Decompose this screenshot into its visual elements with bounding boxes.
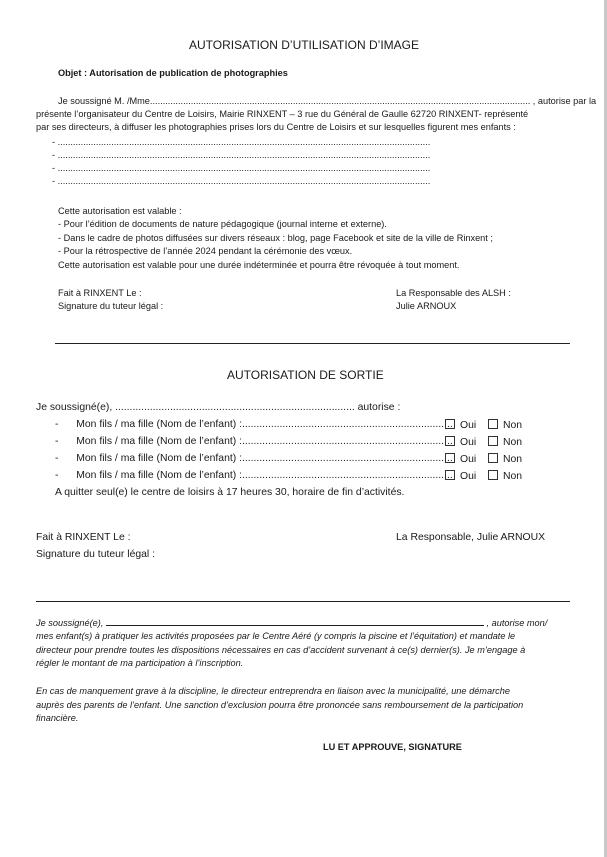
- non-label: Non: [503, 454, 523, 465]
- image-intro-line-1: Je soussigné M. /Mme..................................................................................................................................................... , autorise par la: [58, 96, 597, 106]
- sortie-section-title: AUTORISATION DE SORTIE: [227, 368, 384, 382]
- child-name-line: - ..................................................................................................................................................: [52, 163, 431, 173]
- non-label: Non: [503, 420, 523, 431]
- non-checkbox[interactable]: [488, 419, 498, 429]
- responsable-name: Julie ARNOUX: [396, 301, 457, 311]
- oui-label: Oui: [460, 471, 477, 482]
- section-divider: [36, 601, 570, 602]
- activity-line-1: [36, 616, 547, 630]
- child-name-line: - ..................................................................................................................................................: [52, 176, 431, 186]
- child-name-line: - ..................................................................................................................................................: [52, 137, 431, 147]
- validity-item: - Pour l’édition de documents de nature pédagogique (journal interne et externe).: [58, 219, 387, 229]
- sortie-child-row: [55, 436, 453, 447]
- objet-line: Objet : Autorisation de publication de photographies: [58, 68, 288, 78]
- row-bullet: -: [55, 436, 59, 447]
- oui-label: Oui: [460, 420, 477, 431]
- activity-autorise-label: , autorise mon/: [486, 618, 548, 628]
- non-label: Non: [503, 437, 523, 448]
- image-intro-line-3: par ses directeurs, à diffuser les photographies prises lors du Centre de Loisirs et sur lesquelles figurent mes enfants :: [36, 122, 516, 132]
- oui-checkbox[interactable]: [445, 453, 455, 463]
- row-bullet: -: [55, 419, 59, 430]
- oui-checkbox[interactable]: [445, 470, 455, 480]
- row-bullet: -: [55, 470, 59, 481]
- sortie-signature-tuteur-label: Signature du tuteur légal :: [36, 549, 155, 560]
- validity-duration: Cette autorisation est valable pour une durée indéterminée et pourra être révoquée à tout moment.: [58, 260, 460, 270]
- child-name-line: - ..................................................................................................................................................: [52, 150, 431, 160]
- oui-label: Oui: [460, 454, 477, 465]
- sortie-intro: Je soussigné(e), ................................................................................... autorise :: [36, 402, 401, 413]
- activity-line-3: directeur pour prendre toutes les dispositions nécessaires en cas d’accident survenant à ce(s) dernier(s). Je m’engage à: [36, 645, 526, 655]
- row-bullet: -: [55, 453, 59, 464]
- quitter-line: A quitter seul(e) le centre de loisirs à 17 heures 30, horaire de fin d’activités.: [55, 487, 405, 498]
- validity-heading: Cette autorisation est valable :: [58, 206, 182, 216]
- sortie-fait-a-label: Fait à RINXENT Le :: [36, 532, 131, 543]
- responsable-label: La Responsable des ALSH :: [396, 288, 511, 298]
- lu-approuve-signature: LU ET APPROUVE, SIGNATURE: [323, 742, 462, 752]
- oui-label: Oui: [460, 437, 477, 448]
- oui-checkbox[interactable]: [445, 436, 455, 446]
- non-checkbox[interactable]: [488, 470, 498, 480]
- name-underline-field[interactable]: [106, 616, 484, 626]
- child-name-label: Mon fils / ma fille (Nom de l’enfant) :.........................................................................: [76, 436, 453, 447]
- sortie-child-row: [55, 419, 453, 430]
- discipline-line-3: financière.: [36, 713, 79, 723]
- non-label: Non: [503, 471, 523, 482]
- discipline-line-1: En cas de manquement grave à la discipline, le directeur entreprendra en liaison avec la municipalité, une démarche: [36, 686, 510, 696]
- non-checkbox[interactable]: [488, 436, 498, 446]
- sortie-responsable: La Responsable, Julie ARNOUX: [396, 532, 546, 543]
- oui-checkbox[interactable]: [445, 419, 455, 429]
- child-name-label: Mon fils / ma fille (Nom de l’enfant) :.........................................................................: [76, 470, 453, 481]
- image-section-title: AUTORISATION D’UTILISATION D’IMAGE: [189, 38, 420, 52]
- signature-tuteur-label: Signature du tuteur légal :: [58, 301, 164, 311]
- fait-a-label: Fait à RINXENT Le :: [58, 288, 142, 298]
- image-intro-line-2: présente l’organisateur du Centre de Loisirs, Mairie RINXENT – 3 rue du Général de Gaulle 62720 RINXENT- représenté: [36, 109, 529, 119]
- section-divider: [55, 343, 570, 344]
- sortie-child-row: [55, 470, 453, 481]
- discipline-line-2: auprès des parents de l’enfant. Une sanction d’exclusion pourra être prononcée sans remboursement de la participation: [36, 700, 524, 710]
- child-name-label: Mon fils / ma fille (Nom de l’enfant) :.........................................................................: [76, 419, 453, 430]
- activity-line-2: mes enfant(s) à pratiquer les activités proposées par le Centre Aéré (y compris la piscine et l’équitation) et mandate le: [36, 631, 516, 641]
- non-checkbox[interactable]: [488, 453, 498, 463]
- validity-item: - Dans le cadre de photos diffusées sur divers réseaux : blog, page Facebook et site de la ville de Rinxent ;: [58, 233, 493, 243]
- activity-line-4: régler le montant de ma participation à l’inscription.: [36, 658, 244, 668]
- activity-soussigne-label: Je soussigné(e),: [36, 618, 104, 628]
- sortie-child-row: [55, 453, 453, 464]
- validity-item: - Pour la rétrospective de l’année 2024 pendant la cérémonie des vœux.: [58, 246, 353, 256]
- child-name-label: Mon fils / ma fille (Nom de l’enfant) :.........................................................................: [76, 453, 453, 464]
